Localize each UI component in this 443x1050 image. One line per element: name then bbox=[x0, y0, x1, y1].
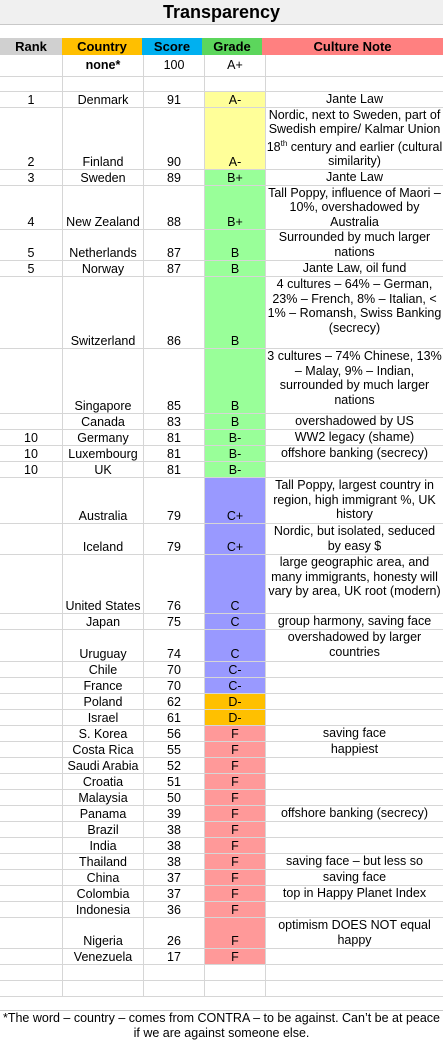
culture-note-cell: WW2 legacy (shame) bbox=[266, 430, 443, 446]
rank-cell bbox=[0, 949, 63, 965]
grade-cell: F bbox=[205, 726, 266, 742]
rank-cell: 2 bbox=[0, 107, 63, 169]
score-cell: 100 bbox=[144, 55, 205, 76]
culture-note-cell: Surrounded by much larger nations bbox=[266, 230, 443, 261]
rank-cell bbox=[0, 806, 63, 822]
score-cell: 76 bbox=[144, 555, 205, 614]
culture-note-cell: saving face bbox=[266, 726, 443, 742]
rank-cell bbox=[0, 742, 63, 758]
rank-cell bbox=[0, 55, 63, 76]
score-cell: 56 bbox=[144, 726, 205, 742]
culture-note-cell bbox=[266, 838, 443, 854]
rank-cell bbox=[0, 555, 63, 614]
table-row bbox=[0, 822, 443, 838]
rank-cell: 10 bbox=[0, 430, 63, 446]
table-row bbox=[0, 918, 443, 949]
table-row bbox=[0, 662, 443, 678]
rank-cell bbox=[0, 614, 63, 630]
culture-note-cell: large geographic area, and many immigrants, honesty will vary by area, UK root (modern) bbox=[266, 555, 443, 614]
country-cell bbox=[63, 981, 144, 997]
culture-note-cell: optimism DOES NOT equal happy bbox=[266, 918, 443, 949]
header-grade: Grade bbox=[202, 38, 262, 55]
grade-cell: D- bbox=[205, 694, 266, 710]
country-cell: Sweden bbox=[63, 169, 144, 185]
grade-cell: F bbox=[205, 870, 266, 886]
rank-cell bbox=[0, 524, 63, 555]
culture-note-cell bbox=[266, 949, 443, 965]
rank-cell: 10 bbox=[0, 446, 63, 462]
table-row bbox=[0, 185, 443, 230]
grade-cell: F bbox=[205, 742, 266, 758]
score-cell: 50 bbox=[144, 790, 205, 806]
country-cell: Israel bbox=[63, 710, 144, 726]
culture-note-cell bbox=[266, 662, 443, 678]
table-row bbox=[0, 870, 443, 886]
score-cell: 79 bbox=[144, 524, 205, 555]
grade-cell bbox=[205, 981, 266, 997]
rank-cell: 1 bbox=[0, 91, 63, 107]
score-cell: 75 bbox=[144, 614, 205, 630]
country-cell: Luxembourg bbox=[63, 446, 144, 462]
score-cell: 38 bbox=[144, 854, 205, 870]
grade-cell: B+ bbox=[205, 185, 266, 230]
grade-cell: B bbox=[205, 414, 266, 430]
rank-cell bbox=[0, 965, 63, 981]
rank-cell bbox=[0, 918, 63, 949]
rank-cell bbox=[0, 678, 63, 694]
rank-cell bbox=[0, 726, 63, 742]
score-cell bbox=[144, 965, 205, 981]
sheet-title: Transparency bbox=[0, 0, 443, 25]
rank-cell bbox=[0, 758, 63, 774]
table-row bbox=[0, 694, 443, 710]
grade-cell bbox=[205, 76, 266, 91]
score-cell: 81 bbox=[144, 430, 205, 446]
rank-cell bbox=[0, 349, 63, 414]
culture-note-cell bbox=[266, 710, 443, 726]
rank-cell bbox=[0, 886, 63, 902]
country-cell: Uruguay bbox=[63, 630, 144, 662]
culture-note-cell: saving face – but less so bbox=[266, 854, 443, 870]
grade-cell: C- bbox=[205, 662, 266, 678]
country-cell bbox=[63, 76, 144, 91]
rank-cell bbox=[0, 854, 63, 870]
culture-note-cell: Jante Law bbox=[266, 91, 443, 107]
culture-note-cell: top in Happy Planet Index bbox=[266, 886, 443, 902]
score-cell: 86 bbox=[144, 277, 205, 349]
header-score: Score bbox=[142, 38, 202, 55]
table-row bbox=[0, 758, 443, 774]
rank-cell: 3 bbox=[0, 169, 63, 185]
country-cell: S. Korea bbox=[63, 726, 144, 742]
grade-cell: B bbox=[205, 261, 266, 277]
score-cell: 51 bbox=[144, 774, 205, 790]
culture-note-cell bbox=[266, 678, 443, 694]
score-cell: 55 bbox=[144, 742, 205, 758]
rank-cell bbox=[0, 478, 63, 524]
culture-note-cell bbox=[266, 774, 443, 790]
table-row bbox=[0, 965, 443, 981]
culture-note-cell bbox=[266, 55, 443, 76]
country-cell: Iceland bbox=[63, 524, 144, 555]
rank-cell bbox=[0, 870, 63, 886]
score-cell: 89 bbox=[144, 169, 205, 185]
culture-note-cell: offshore banking (secrecy) bbox=[266, 446, 443, 462]
score-cell: 26 bbox=[144, 918, 205, 949]
rank-cell: 10 bbox=[0, 462, 63, 478]
score-cell bbox=[144, 76, 205, 91]
culture-note-cell: group harmony, saving face bbox=[266, 614, 443, 630]
grade-cell: B- bbox=[205, 462, 266, 478]
table-row bbox=[0, 774, 443, 790]
rank-cell bbox=[0, 981, 63, 997]
score-cell: 70 bbox=[144, 662, 205, 678]
score-cell: 87 bbox=[144, 261, 205, 277]
culture-note-cell bbox=[266, 965, 443, 981]
table-row bbox=[0, 524, 443, 555]
country-cell: Nigeria bbox=[63, 918, 144, 949]
score-cell: 37 bbox=[144, 886, 205, 902]
rank-cell: 5 bbox=[0, 261, 63, 277]
table-row bbox=[0, 614, 443, 630]
country-cell: Switzerland bbox=[63, 277, 144, 349]
grade-cell: A+ bbox=[205, 55, 266, 76]
table-row bbox=[0, 478, 443, 524]
country-cell: Germany bbox=[63, 430, 144, 446]
grade-cell: F bbox=[205, 902, 266, 918]
table-row bbox=[0, 726, 443, 742]
score-cell: 83 bbox=[144, 414, 205, 430]
grade-cell: B- bbox=[205, 430, 266, 446]
score-cell: 81 bbox=[144, 446, 205, 462]
table-row bbox=[0, 169, 443, 185]
table-row bbox=[0, 854, 443, 870]
country-cell: India bbox=[63, 838, 144, 854]
culture-note-cell bbox=[266, 462, 443, 478]
culture-note-cell: Jante Law bbox=[266, 169, 443, 185]
culture-note-cell: Nordic, next to Sweden, part of Swedish empire/ Kalmar Union 18th century and earlier (cultural similarity) bbox=[266, 107, 443, 169]
table-row bbox=[0, 230, 443, 261]
country-cell bbox=[63, 965, 144, 981]
country-cell: New Zealand bbox=[63, 185, 144, 230]
culture-note-cell bbox=[266, 822, 443, 838]
rank-cell bbox=[0, 822, 63, 838]
country-cell: Australia bbox=[63, 478, 144, 524]
table-row bbox=[0, 462, 443, 478]
table-row bbox=[0, 710, 443, 726]
header-culture-note: Culture Note bbox=[262, 38, 443, 55]
rank-cell bbox=[0, 774, 63, 790]
rank-cell bbox=[0, 414, 63, 430]
rank-cell bbox=[0, 790, 63, 806]
culture-note-cell: offshore banking (secrecy) bbox=[266, 806, 443, 822]
score-cell: 17 bbox=[144, 949, 205, 965]
country-cell: Denmark bbox=[63, 91, 144, 107]
culture-note-cell: Tall Poppy, influence of Maori – 10%, overshadowed by Australia bbox=[266, 185, 443, 230]
culture-note-cell: Tall Poppy, largest country in region, high immigrant %, UK history bbox=[266, 478, 443, 524]
table-row bbox=[0, 838, 443, 854]
table-row bbox=[0, 806, 443, 822]
grade-cell: A- bbox=[205, 107, 266, 169]
country-cell: Colombia bbox=[63, 886, 144, 902]
score-cell: 79 bbox=[144, 478, 205, 524]
culture-note-cell bbox=[266, 76, 443, 91]
country-cell: Finland bbox=[63, 107, 144, 169]
grade-cell: D- bbox=[205, 710, 266, 726]
table-row bbox=[0, 261, 443, 277]
score-cell: 62 bbox=[144, 694, 205, 710]
grade-cell: B bbox=[205, 349, 266, 414]
country-cell: Croatia bbox=[63, 774, 144, 790]
grade-cell: F bbox=[205, 838, 266, 854]
score-cell: 90 bbox=[144, 107, 205, 169]
culture-note-cell: saving face bbox=[266, 870, 443, 886]
rank-cell bbox=[0, 902, 63, 918]
country-cell: Thailand bbox=[63, 854, 144, 870]
grade-cell: C bbox=[205, 630, 266, 662]
grade-cell bbox=[205, 965, 266, 981]
rank-cell bbox=[0, 662, 63, 678]
table-row bbox=[0, 902, 443, 918]
table-row bbox=[0, 949, 443, 965]
table-row bbox=[0, 790, 443, 806]
score-cell: 87 bbox=[144, 230, 205, 261]
grade-cell: F bbox=[205, 774, 266, 790]
country-cell: Panama bbox=[63, 806, 144, 822]
score-cell: 81 bbox=[144, 462, 205, 478]
rank-cell bbox=[0, 710, 63, 726]
country-cell: Malaysia bbox=[63, 790, 144, 806]
spacer-row bbox=[0, 24, 443, 39]
table-row bbox=[0, 76, 443, 91]
table-row bbox=[0, 107, 443, 169]
score-cell: 85 bbox=[144, 349, 205, 414]
table-row bbox=[0, 91, 443, 107]
table-row bbox=[0, 349, 443, 414]
score-cell: 91 bbox=[144, 91, 205, 107]
country-cell: Canada bbox=[63, 414, 144, 430]
country-cell: Japan bbox=[63, 614, 144, 630]
grade-cell: C- bbox=[205, 678, 266, 694]
country-cell: Venezuela bbox=[63, 949, 144, 965]
country-cell: Costa Rica bbox=[63, 742, 144, 758]
culture-note-cell: 3 cultures – 74% Chinese, 13% – Malay, 9% – Indian, surrounded by much larger nations bbox=[266, 349, 443, 414]
country-cell: Brazil bbox=[63, 822, 144, 838]
country-cell: Norway bbox=[63, 261, 144, 277]
grade-cell: B+ bbox=[205, 169, 266, 185]
table-row bbox=[0, 630, 443, 662]
grade-cell: F bbox=[205, 854, 266, 870]
country-cell: Saudi Arabia bbox=[63, 758, 144, 774]
grade-cell: F bbox=[205, 949, 266, 965]
culture-note-cell: Jante Law, oil fund bbox=[266, 261, 443, 277]
score-cell: 74 bbox=[144, 630, 205, 662]
country-cell: Chile bbox=[63, 662, 144, 678]
country-cell: UK bbox=[63, 462, 144, 478]
ranking-table bbox=[0, 55, 443, 997]
grade-cell: C bbox=[205, 555, 266, 614]
table-row bbox=[0, 277, 443, 349]
grade-cell: F bbox=[205, 806, 266, 822]
rank-cell bbox=[0, 277, 63, 349]
culture-note-cell bbox=[266, 758, 443, 774]
table-row bbox=[0, 555, 443, 614]
score-cell: 37 bbox=[144, 870, 205, 886]
table-row bbox=[0, 55, 443, 76]
score-cell: 52 bbox=[144, 758, 205, 774]
culture-note-cell bbox=[266, 694, 443, 710]
score-cell: 88 bbox=[144, 185, 205, 230]
country-cell: none* bbox=[63, 55, 144, 76]
culture-note-cell bbox=[266, 902, 443, 918]
culture-note-cell: 4 cultures – 64% – German, 23% – French, 8% – Italian, < 1% – Romansh, Swiss Banking (secrecy) bbox=[266, 277, 443, 349]
grade-cell: F bbox=[205, 822, 266, 838]
country-cell: Indonesia bbox=[63, 902, 144, 918]
grade-cell: C bbox=[205, 614, 266, 630]
table-row bbox=[0, 981, 443, 997]
country-cell: China bbox=[63, 870, 144, 886]
score-cell: 36 bbox=[144, 902, 205, 918]
rank-cell: 4 bbox=[0, 185, 63, 230]
score-cell: 38 bbox=[144, 822, 205, 838]
table-row bbox=[0, 430, 443, 446]
table-row bbox=[0, 678, 443, 694]
score-cell: 38 bbox=[144, 838, 205, 854]
grade-cell: F bbox=[205, 918, 266, 949]
grade-cell: F bbox=[205, 758, 266, 774]
grade-cell: B- bbox=[205, 446, 266, 462]
table-row bbox=[0, 446, 443, 462]
country-cell: France bbox=[63, 678, 144, 694]
culture-note-cell: Nordic, but isolated, seduced by easy $ bbox=[266, 524, 443, 555]
header-rank: Rank bbox=[0, 38, 62, 55]
culture-note-cell bbox=[266, 790, 443, 806]
rank-cell bbox=[0, 630, 63, 662]
rank-cell bbox=[0, 76, 63, 91]
culture-note-cell bbox=[266, 981, 443, 997]
culture-note-cell: happiest bbox=[266, 742, 443, 758]
table-row bbox=[0, 886, 443, 902]
header-country: Country bbox=[62, 38, 142, 55]
rank-cell bbox=[0, 694, 63, 710]
score-cell: 39 bbox=[144, 806, 205, 822]
score-cell: 61 bbox=[144, 710, 205, 726]
country-cell: Poland bbox=[63, 694, 144, 710]
footnote: *The word – country – comes from CONTRA – to be against. Can’t be at peace if we are against someone else. bbox=[0, 1010, 443, 1049]
country-cell: United States bbox=[63, 555, 144, 614]
grade-cell: B bbox=[205, 277, 266, 349]
grade-cell: F bbox=[205, 790, 266, 806]
table-row bbox=[0, 414, 443, 430]
score-cell: 70 bbox=[144, 678, 205, 694]
grade-cell: B bbox=[205, 230, 266, 261]
culture-note-cell: overshadowed by US bbox=[266, 414, 443, 430]
culture-note-cell: overshadowed by larger countries bbox=[266, 630, 443, 662]
grade-cell: A- bbox=[205, 91, 266, 107]
grade-cell: F bbox=[205, 886, 266, 902]
country-cell: Netherlands bbox=[63, 230, 144, 261]
grade-cell: C+ bbox=[205, 478, 266, 524]
rank-cell: 5 bbox=[0, 230, 63, 261]
country-cell: Singapore bbox=[63, 349, 144, 414]
table-row bbox=[0, 742, 443, 758]
score-cell bbox=[144, 981, 205, 997]
rank-cell bbox=[0, 838, 63, 854]
grade-cell: C+ bbox=[205, 524, 266, 555]
